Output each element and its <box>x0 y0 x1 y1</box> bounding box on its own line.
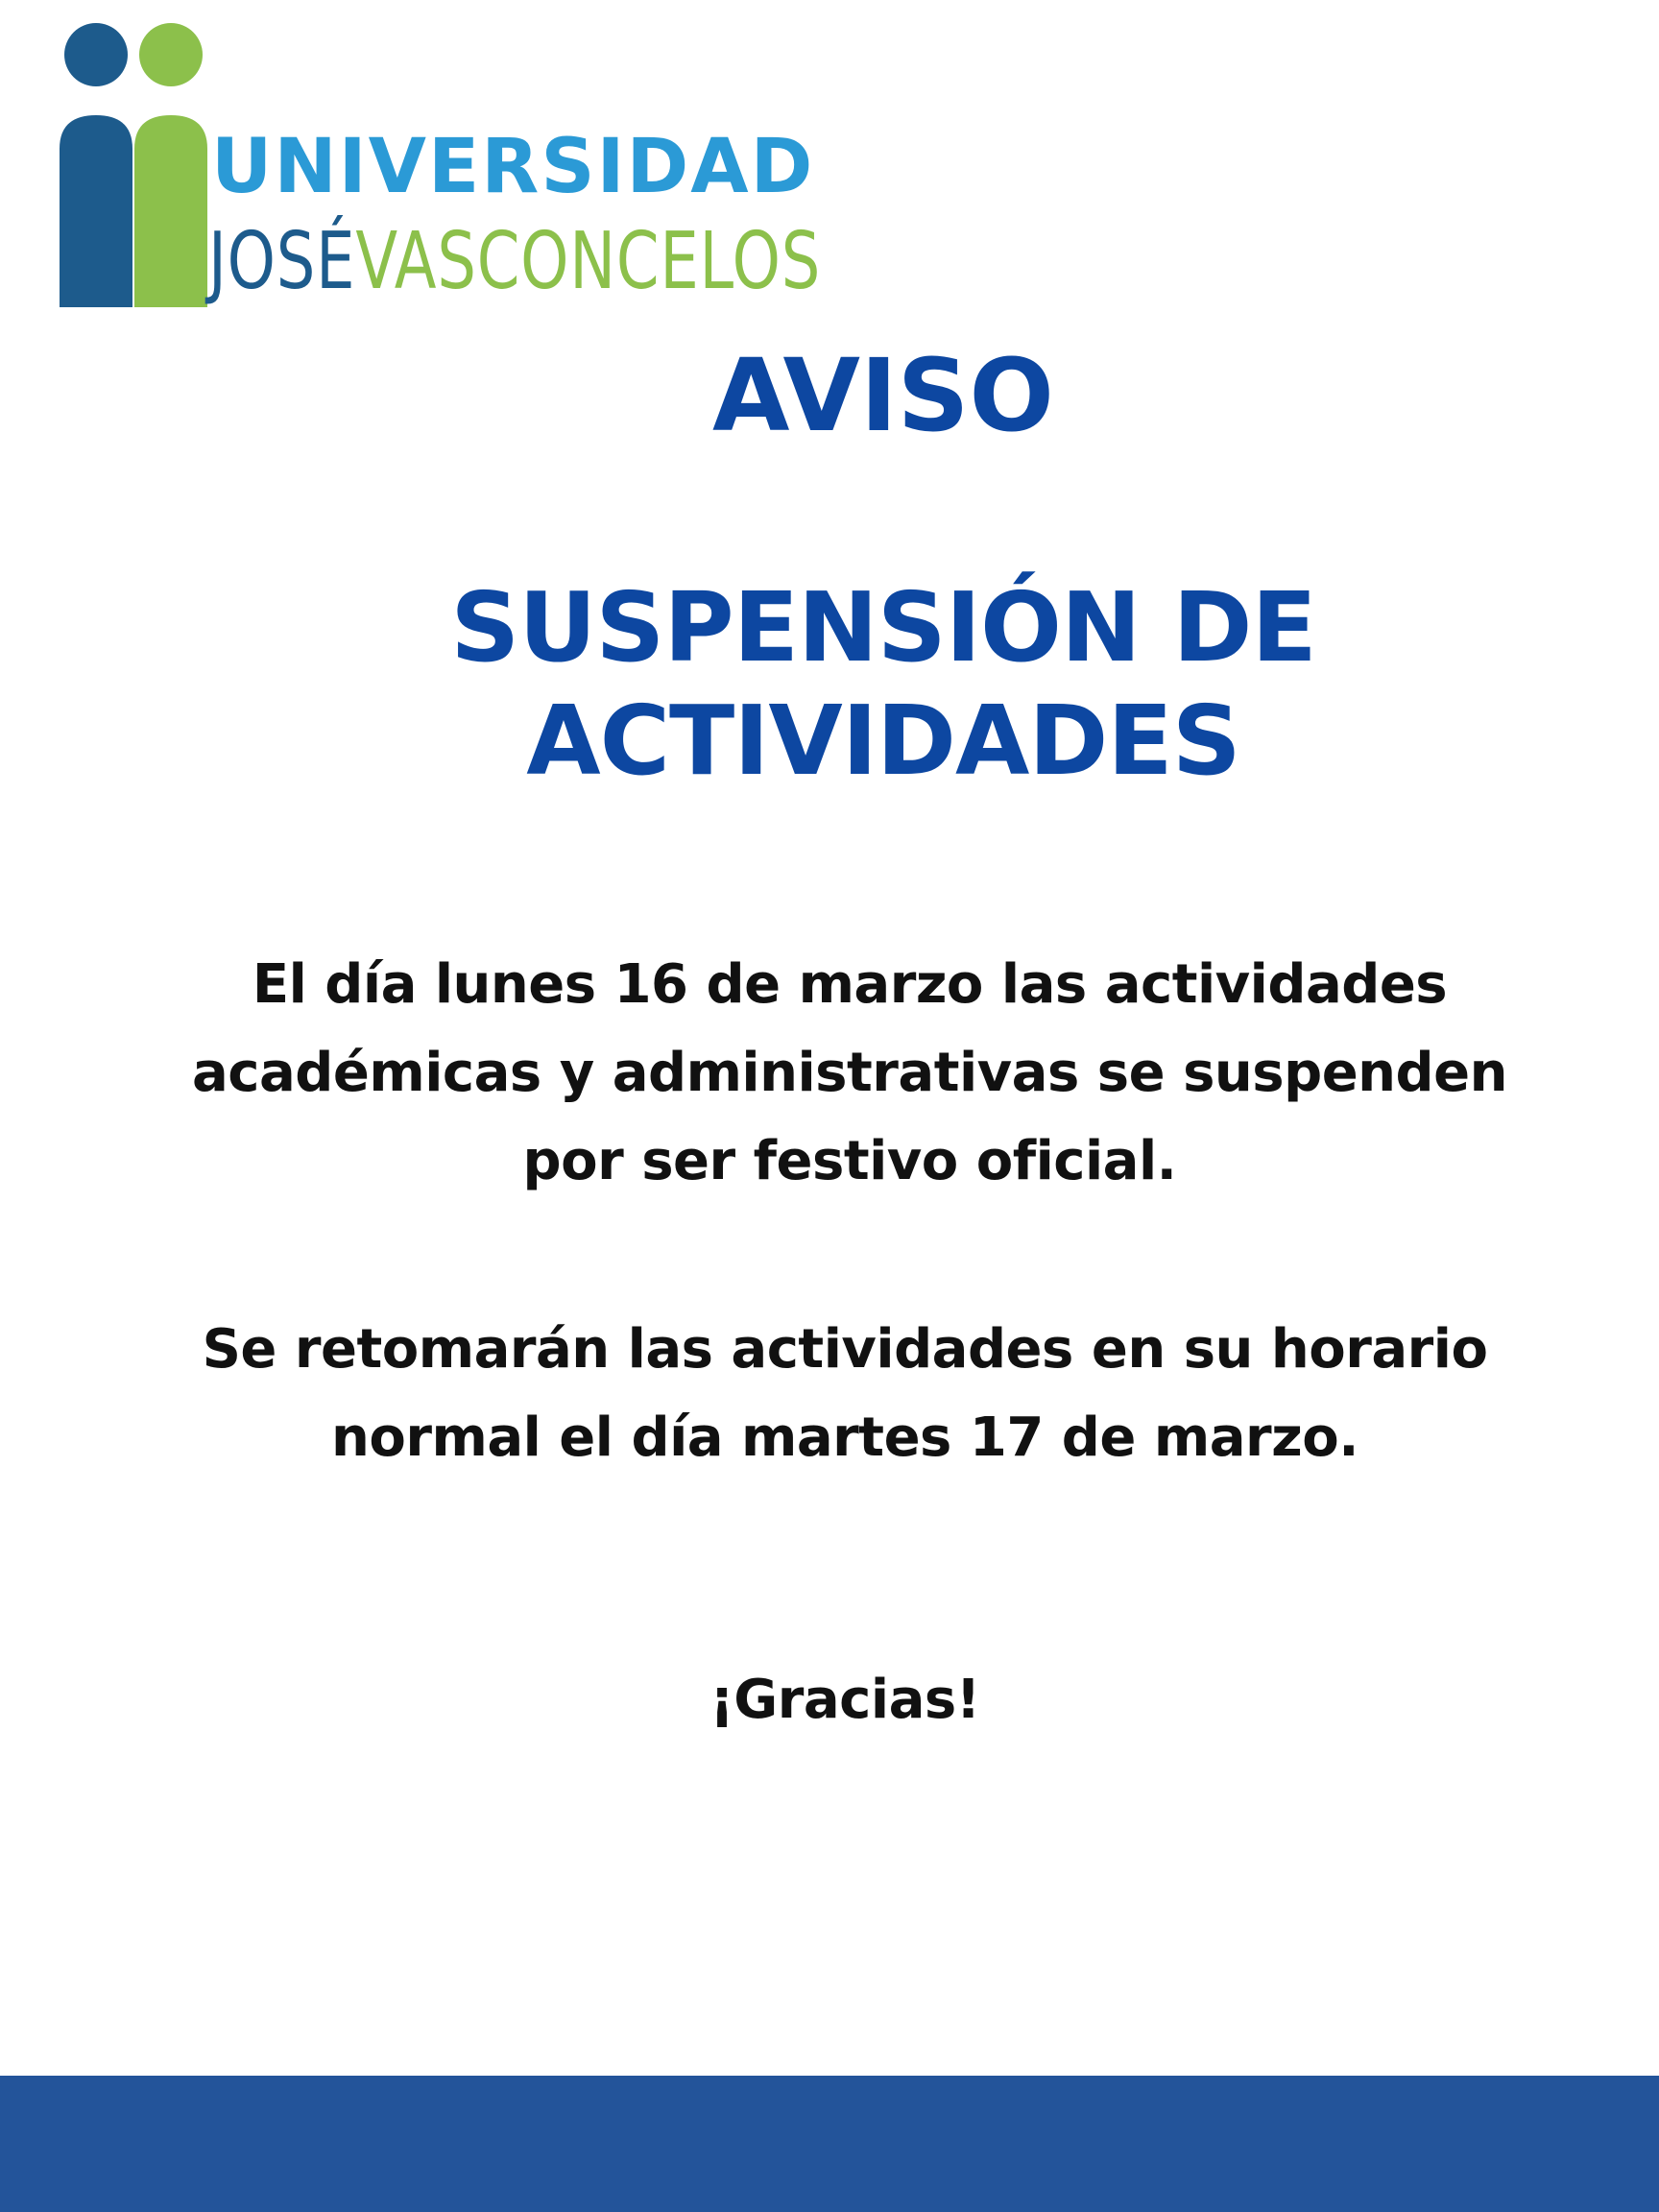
logo-universidad-text: UNIVERSIDAD <box>211 124 815 210</box>
notice-subtitle: SUSPENSIÓN DE ACTIVIDADES <box>450 571 1316 797</box>
university-logo <box>58 19 854 326</box>
logo-figures-icon <box>58 19 211 326</box>
footer-bar <box>0 2076 1659 2212</box>
logo-vasconcelos-text: VASCONCELOS <box>355 216 822 307</box>
notice-paragraph-suspension: El día lunes 16 de marzo las actividades académicas y administrativas se suspenden por ser festivo oficial. <box>192 953 1507 1192</box>
logo-name-text <box>208 216 822 307</box>
notice-closing: ¡Gracias! <box>709 1669 980 1731</box>
logo-jose-text: JOSÉ <box>208 216 356 307</box>
notice-title: AVISO <box>712 337 1054 454</box>
notice-paragraph-resume: Se retomarán las actividades en su horario normal el día martes 17 de marzo. <box>202 1318 1488 1469</box>
